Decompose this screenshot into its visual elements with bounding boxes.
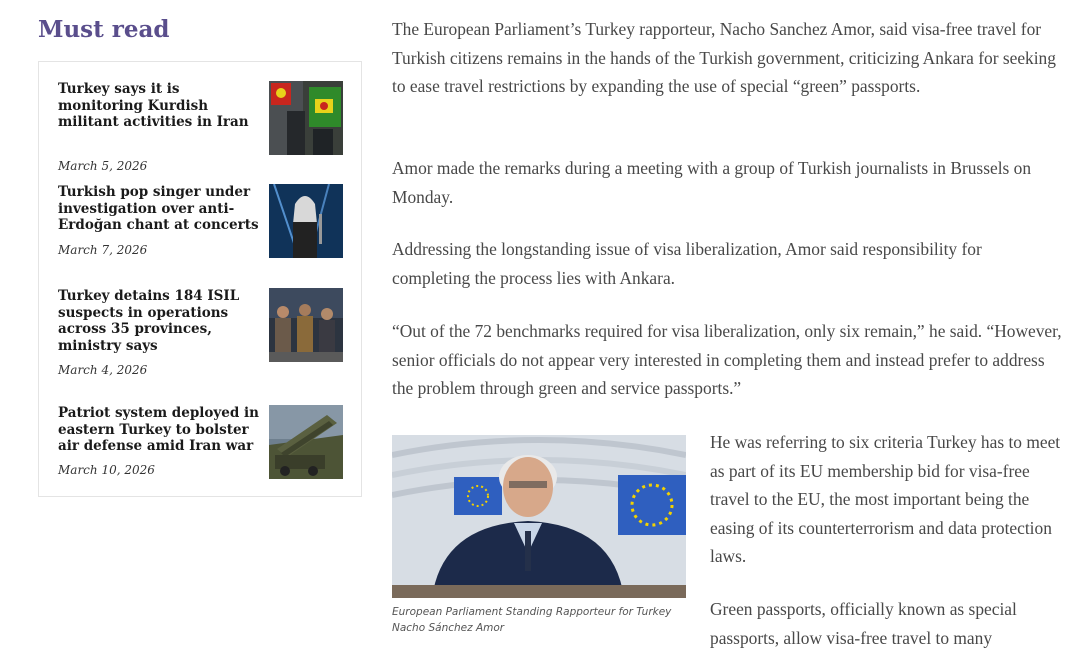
story-headline[interactable]: Turkey detains 184 ISIL suspects in operations across 35 provinces, ministry says [58, 288, 240, 354]
must-read-story[interactable] [58, 81, 352, 173]
story-headline[interactable]: Turkey says it is monitoring Kurdish militant activities in Iran [58, 81, 249, 130]
must-read-story[interactable] [58, 184, 352, 260]
story-date: March 5, 2026 [58, 159, 148, 173]
kurdish-flags-photo-icon[interactable] [269, 81, 343, 155]
story-date: March 7, 2026 [58, 243, 148, 257]
article-paragraph: Amor made the remarks during a meeting with a group of Turkish journalists in Brussels on Monday. [392, 158, 1032, 207]
must-read-story[interactable] [58, 288, 352, 377]
rapporteur-portrait-photo-icon[interactable] [392, 435, 686, 598]
story-date: March 4, 2026 [58, 363, 148, 377]
story-date: March 10, 2026 [58, 463, 155, 477]
article-paragraph: The European Parliament’s Turkey rapporteur, Nacho Sanchez Amor, said visa-free travel for Turkish citizens remains in the hands of the Turkish government, criticizing Ankara for seeking to ease travel restrictions by expanding the use of special “green” passports. [392, 19, 1056, 97]
must-read-title: Must read [38, 16, 170, 43]
must-read-box [38, 61, 362, 497]
police-detainees-photo-icon[interactable] [269, 288, 343, 362]
patriot-missile-photo-icon[interactable] [269, 405, 343, 479]
article-paragraph: Addressing the longstanding issue of visa liberalization, Amor said responsibility for completing the process lies with Ankara. [392, 239, 982, 288]
article-paragraph: He was referring to six criteria Turkey has to meet as part of its EU membership bid for visa-free travel to the EU, the most important being the easing of its counterterrorism and data protection laws. [710, 432, 1061, 567]
article-paragraph: Green passports, officially known as special passports, allow visa-free travel to many [710, 599, 1017, 648]
must-read-story[interactable] [58, 405, 352, 481]
article-paragraph: “Out of the 72 benchmarks required for visa liberalization, only six remain,” he said. “However, senior officials do not appear very interested in completing them and instead prefer to address the problem through green and service passports.” [392, 321, 1062, 399]
story-headline[interactable]: Turkish pop singer under investigation over anti-Erdoğan chant at concerts [58, 184, 259, 233]
concert-singer-photo-icon[interactable] [269, 184, 343, 258]
photo-caption: European Parliament Standing Rapporteur for Turkey Nacho Sánchez Amor [392, 606, 672, 634]
story-headline[interactable]: Patriot system deployed in eastern Turkey to bolster air defense amid Iran war [58, 405, 259, 454]
